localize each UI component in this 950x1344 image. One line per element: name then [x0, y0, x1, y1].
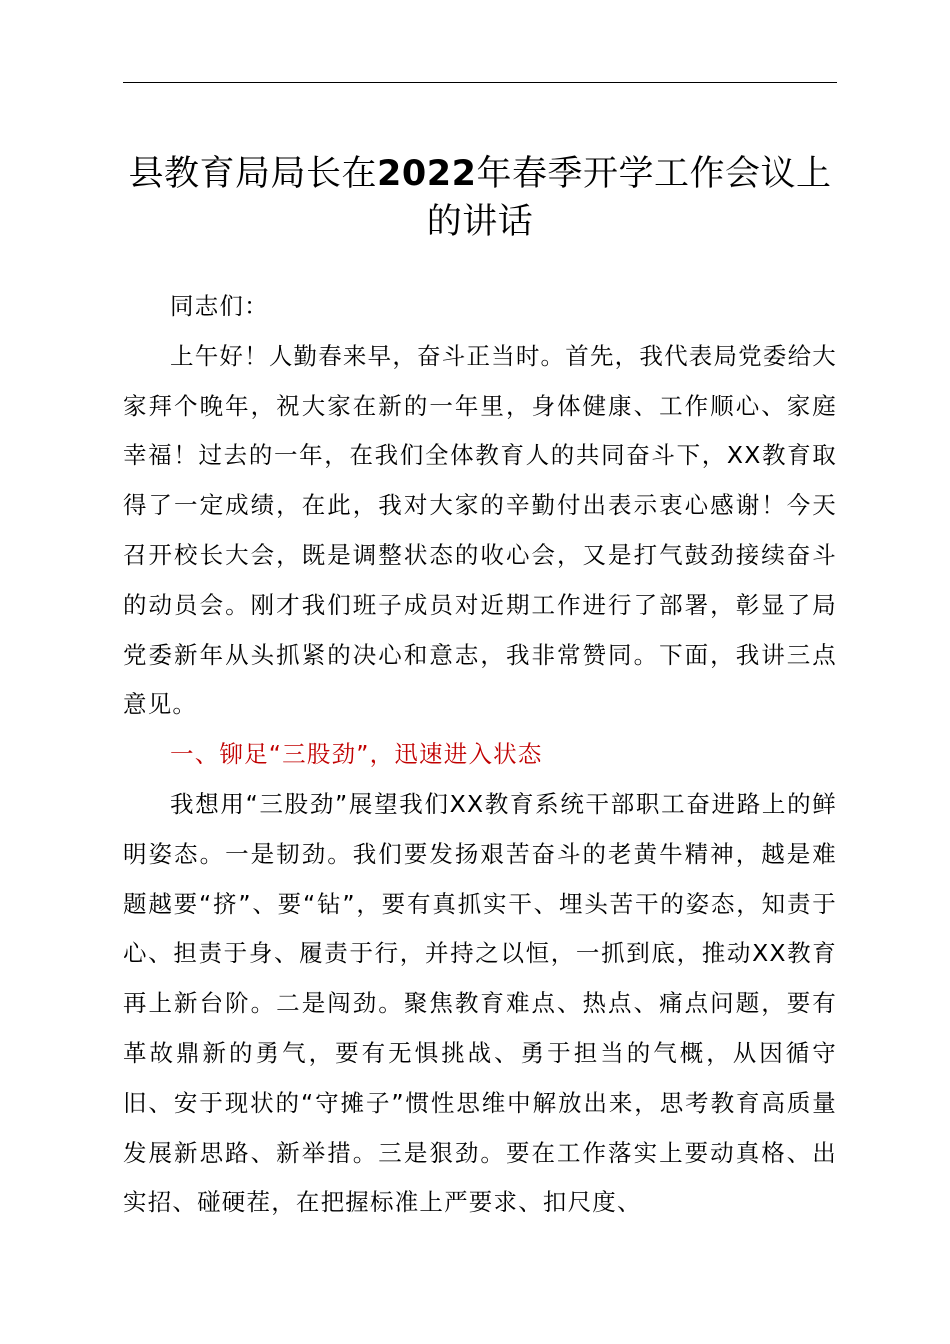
document-body	[123, 282, 837, 1228]
document-title	[110, 150, 850, 246]
header-rule	[123, 82, 837, 83]
title-year: 2022	[377, 154, 477, 194]
section-heading-1: 一、铆足“三股劲”，迅速进入状态	[170, 740, 543, 769]
title-suffix: 年春季开学工作会议上	[476, 154, 832, 194]
paragraph-opening: 上午好！人勤春来早，奋斗正当时。首先，我代表局党委给大家拜个晚年，祝大家在新的一年里，身体健康、工作顺心、家庭幸福！过去的一年，在我们全体教育人的共同奋斗下，XX教育取得了一定成绩，在此，我对大家的辛勤付出表示衷心感谢！今天召开校长大会，既是调整状态的收心会，又是打气鼓劲接续奋斗的动员会。刚才我们班子成员对近期工作进行了部署，彰显了局党委新年从头抓紧的决心和意志，我非常赞同。下面，我讲三点意见。	[123, 341, 837, 719]
paragraph-three-forces: 我想用“三股劲”展望我们XX教育系统干部职工奋进路上的鲜明姿态。一是韧劲。我们要发扬艰苦奋斗的老黄牛精神，越是难题越要“挤”、要“钻”，要有真抓实干、埋头苦干的姿态，知责于心、担责于身、履责于行，并持之以恒，一抓到底，推动XX教育再上新台阶。二是闯劲。聚焦教育难点、热点、痛点问题，要有革故鼎新的勇气，要有无惧挑战、勇于担当的气概，从因循守旧、安于现状的“守摊子”惯性思维中解放出来，思考教育高质量发展新思路、新举措。三是狠劲。要在工作落实上要动真格、出实招、碰硬茬，在把握标准上严要求、扣尺度、	[123, 789, 837, 1217]
greeting: 同志们：	[170, 292, 269, 320]
title-prefix: 县教育局局长在	[128, 154, 378, 194]
title-line2: 的讲话	[426, 202, 534, 242]
